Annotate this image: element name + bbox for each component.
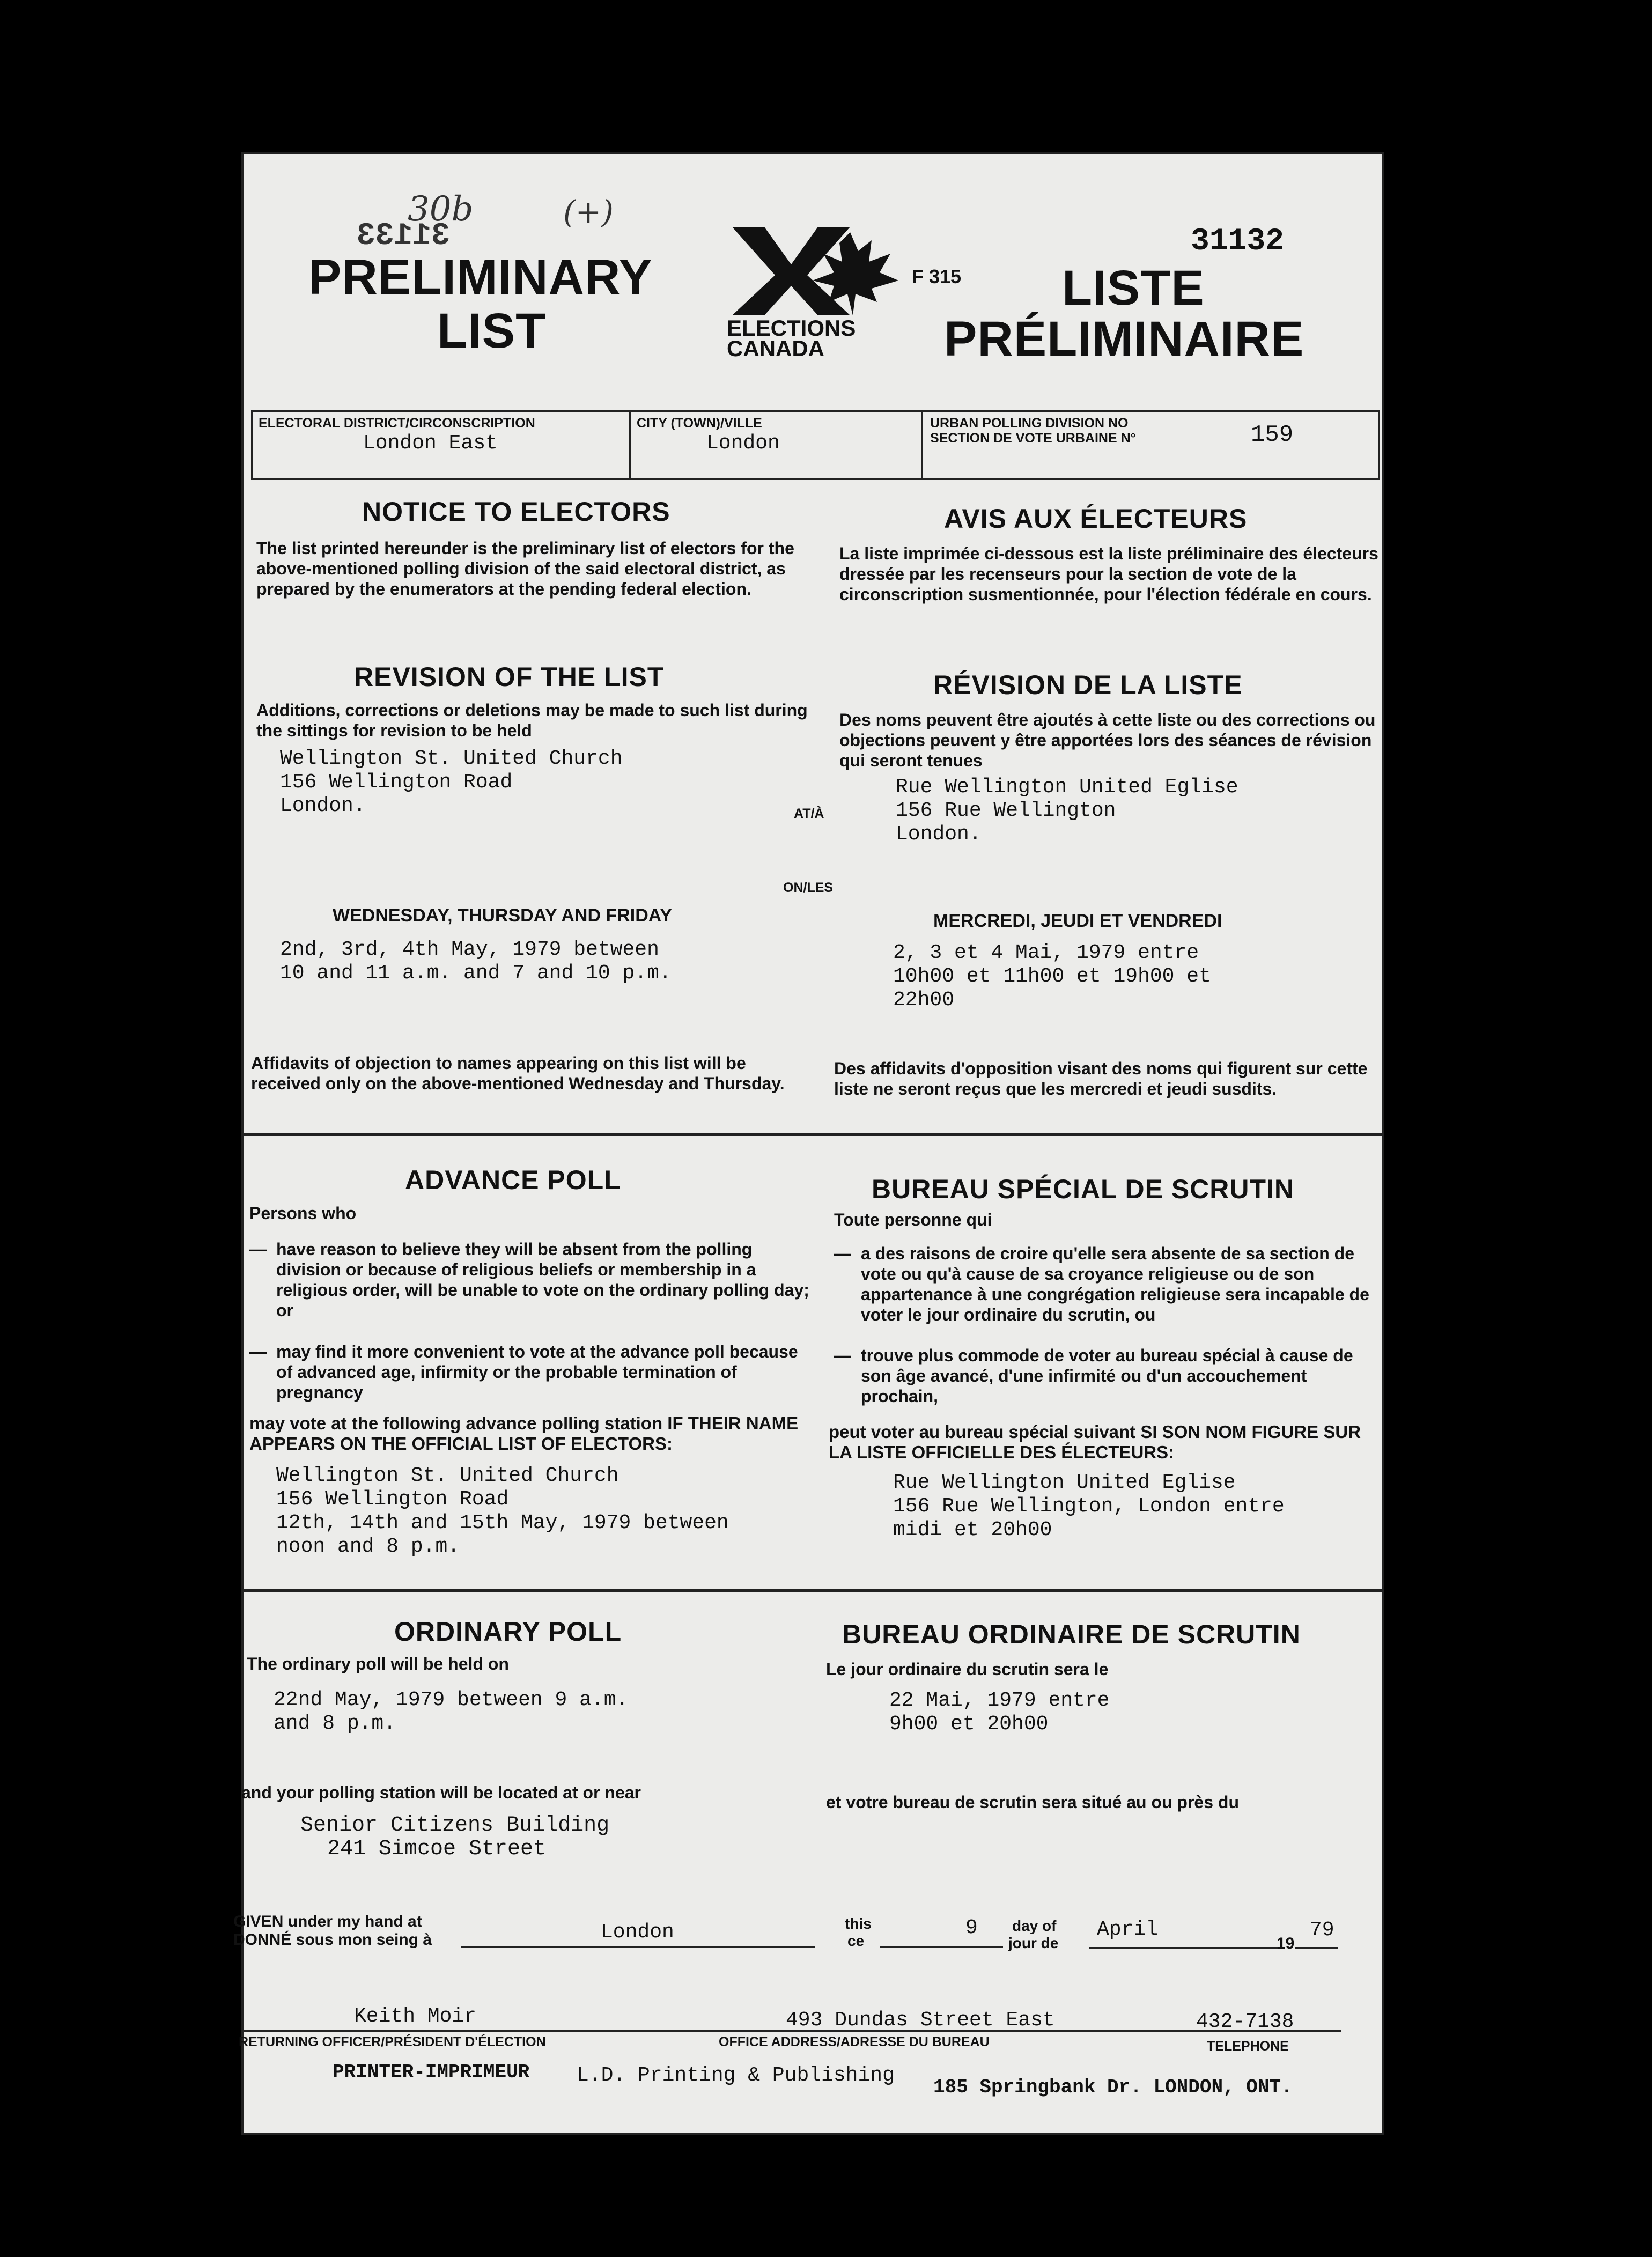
advance-place-fr-2: 156 Rue Wellington, London entre [893, 1495, 1285, 1518]
advance-title-fr: BUREAU SPÉCIAL DE SCRUTIN [872, 1174, 1295, 1204]
advance-title-en: ADVANCE POLL [405, 1165, 621, 1195]
officer-name: Keith Moir [354, 2005, 477, 2028]
title-fr-line1: LISTE [1062, 261, 1205, 315]
revision-dates-fr-1: 2, 3 et 4 Mai, 1979 entre [893, 941, 1199, 964]
ordinary-date-fr-2: 9h00 et 20h00 [889, 1713, 1049, 1736]
given-place: London [601, 1921, 674, 1944]
year-prefix: 19 [1277, 1935, 1295, 1952]
notice-body-en: The list printed hereunder is the preliminary list of electors for the above-mentioned polling division of the said electoral district, as prepared by the enumerators at the pending federal election. [256, 539, 794, 599]
notice-title-en: NOTICE TO ELECTORS [362, 497, 670, 527]
given-day: 9 [965, 1916, 978, 1939]
revision-dates-fr-3: 22h00 [893, 989, 955, 1012]
revision-days-fr: MERCREDI, JEUDI ET VENDREDI [933, 911, 1222, 931]
maple-leaf-x-icon [727, 222, 909, 318]
revision-dates-en-2: 10 and 11 a.m. and 7 and 10 p.m. [280, 962, 672, 985]
title-en-line2: LIST [437, 304, 547, 358]
advance-place-en-1: Wellington St. United Church [276, 1464, 619, 1487]
revision-place-fr-1: Rue Wellington United Eglise [896, 776, 1238, 799]
advance-may-vote-en: may vote at the following advance polling station IF THEIR NAME APPEARS ON THE OFFICIAL LIST OF ELECTORS: [249, 1413, 799, 1454]
advance-persons-fr: Toute personne qui [834, 1210, 992, 1229]
advance-item-fr-2: trouve plus commode de voter au bureau spécial à cause de son âge avancé, d'une infirmité ou d'un accouchement prochain, [861, 1346, 1353, 1406]
office-address: 493 Dundas Street East [786, 2009, 1055, 2032]
ordinary-location-fr: et votre bureau de scrutin sera situé au ou près du [826, 1793, 1239, 1812]
printer-name: L.D. Printing & Publishing [577, 2064, 895, 2087]
polling-division-label-fr: SECTION DE VOTE URBAINE N° [930, 431, 1136, 446]
given-year: 79 [1310, 1919, 1334, 1942]
revision-title-en: REVISION OF THE LIST [354, 662, 665, 692]
district-box [251, 410, 1380, 480]
ordinary-date-fr-1: 22 Mai, 1979 entre [889, 1689, 1110, 1712]
advance-place-fr-3: midi et 20h00 [893, 1518, 1052, 1541]
title-fr-line2: PRÉLIMINAIRE [944, 312, 1304, 366]
printer-address: 185 Springbank Dr. LONDON, ONT. [933, 2076, 1293, 2098]
given-month: April [1097, 1918, 1159, 1941]
office-address-label: OFFICE ADDRESS/ADRESSE DU BUREAU [719, 2034, 990, 2049]
electoral-district-value: London East [363, 432, 498, 455]
on-label: ON/LES [783, 880, 834, 895]
logo-text-line1: ELECTIONS [727, 315, 856, 341]
revision-place-fr-2: 156 Rue Wellington [896, 799, 1116, 822]
advance-place-en-4: noon and 8 p.m. [276, 1535, 460, 1558]
officer-name-label: RETURNING OFFICER/PRÉSIDENT D'ÉLECTION [239, 2034, 546, 2049]
stamp-number-right: 31132 [1191, 224, 1285, 259]
circled-note: (+) [563, 194, 614, 230]
ordinary-location-en: and your polling station will be located at or near [241, 1783, 641, 1802]
advance-place-fr-1: Rue Wellington United Eglise [893, 1471, 1236, 1494]
ordinary-held-fr: Le jour ordinaire du scrutin sera le [826, 1659, 1109, 1679]
form-code: F 315 [912, 265, 962, 287]
electoral-district-label: ELECTORAL DISTRICT/CIRCONSCRIPTION [259, 416, 535, 431]
advance-item-en-2: may find it more convenient to vote at the advance poll because of advanced age, infirmity or the probable termination of pregnancy [276, 1342, 798, 1402]
title-en-line1: PRELIMINARY [308, 250, 653, 305]
ordinary-date-en-1: 22nd May, 1979 between 9 a.m. [274, 1688, 629, 1712]
printer-label: PRINTER-IMPRIMEUR [333, 2061, 530, 2083]
stamp-number-left: 31133 [357, 219, 451, 254]
affidavit-en: Affidavits of objection to names appearing on this list will be received only on the above-mentioned Wednesday and Thursday. [251, 1053, 785, 1093]
form-sheet: 30b (+) 31133 31132 PRELIMINARY LIST LISTE PRÉLIMINAIRE ELECTIONS CANADA F 315 ELECTORAL DISTRICT/CIRCONSCRIPTION London East CITY (TOWN)/VILLE London URBAN POLLING DIVISION NO SECTION DE VOTE URBAINE N° 159 NOTICE TO ELECTORS The list printed hereunder is the preliminary list of electors for the above-mentioned polling division of the said electoral district, as prepared by the enumerators at the pending federal election. AVIS AUX ÉLECTEURS La liste imprimée ci-dessous est la liste préliminaire des électeurs dressée par les recenseurs pour la section de vote de la circonscription susmentionnée, pour l'élection fédérale en cours. REVISION OF THE LIST Additions, corrections or deletions may be made to such list during the sittings for revision to be held Wellington St. United Church 156 Wellington Road London. AT/À ON/LES WEDNESDAY, THURSDAY AND FRIDAY 2nd, 3rd, 4th May, 1979 between 10 and 11 a.m. and 7 and 10 p.m. Affidavits of objection to names appearing on this list will be received only on the above-mentioned Wednesday and Thursday. RÉVISION DE LA LISTE Des noms peuvent être ajoutés à cette liste ou des corrections ou objections peuvent y être apportées lors des séances de révision qui seront tenues Rue Wellington United Eglise 156 Rue Wellington London. MERCREDI, JEUDI ET VENDREDI 2, 3 et 4 Mai, 1979 entre 10h00 et 11h00 et 19h00 et 22h00 Des affidavits d'opposition visant des noms qui figurent sur cette liste ne seront reçus que les mercredi et jeudi susdits. ADVANCE POLL Persons who — have reason to believe they will be absent from the polling division or because of religious beliefs or membership in a religious order, will be unable to vote on the ordinary polling day; or — may find it more convenient to vote at the advance poll because of advanced age, infirmity or the probable termination of pregnancy may vote at the following advance polling station IF THEIR NAME APPEARS ON THE OFFICIAL LIST OF ELECTORS: Wellington St. United Church 156 Wellington Road 12th, 14th and 15th May, 1979 between noon and 8 p.m. BUREAU SPÉCIAL DE SCRUTIN Toute personne qui — a des raisons de croire qu'elle sera absente de sa section de vote ou qu'à cause de sa croyance religieuse ou de son appartenance à une congrégation religieuse sera incapable de voter le jour ordinaire du scrutin, ou — trouve plus commode de voter au bureau spécial à cause de son âge avancé, d'une infirmité ou d'un accouchement prochain, peut voter au bureau spécial suivant SI SON NOM FIGURE SUR LA LISTE OFFICIELLE DES ÉLECTEURS: Rue Wellington United Eglise 156 Rue Wellington, London entre midi et 20h00 ORDINARY POLL The ordinary poll will be held on 22nd May, 1979 between 9 a.m. and 8 p.m. and your polling station will be located at or near Senior Citizens Building 241 Simcoe Street BUREAU ORDINAIRE DE SCRUTIN Le jour ordinaire du scrutin sera le 22 Mai, 1979 entre 9h00 et 20h00 et votre bureau de scrutin sera situé au ou près du GIVEN under my hand at DONNÉ sous mon seing à London this ce 9 day of jour de April 19 79 Keith Moir RETURNING OFFICER/PRÉSIDENT D'ÉLECTION 493 Dundas Street East OFFICE ADDRESS/ADRESSE DU BUREAU 432-7138 TELEPHONE PRINTER-IMPRIMEUR L.D. Printing & Publishing 185 Springbank Dr. LONDON, ONT. [241, 152, 1384, 2135]
advance-item-fr-1: a des raisons de croire qu'elle sera absente de sa section de vote ou qu'à cause de sa croyance religieuse ou de son appartenance à une congrégation religieuse sera incapable de voter le jour ordinaire du scrutin, ou [861, 1244, 1369, 1324]
polling-station-line1: Senior Citizens Building [300, 1813, 610, 1838]
advance-persons-en: Persons who [249, 1204, 357, 1223]
logo-text-line2: CANADA [727, 336, 824, 361]
revision-dates-en-1: 2nd, 3rd, 4th May, 1979 between [280, 938, 659, 961]
polling-division-value: 159 [1251, 422, 1294, 448]
advance-item-en-1: have reason to believe they will be absent from the polling division or because of religious beliefs or membership in a religious order, will be unable to vote on the ordinary polling day; or [276, 1240, 809, 1320]
ordinary-title-fr: BUREAU ORDINAIRE DE SCRUTIN [842, 1619, 1301, 1649]
divider-1 [241, 1133, 1384, 1136]
officer-phone: 432-7138 [1196, 2010, 1294, 2033]
revision-place-en-2: 156 Wellington Road [280, 771, 513, 794]
city-value: London [706, 432, 780, 455]
affidavit-fr: Des affidavits d'opposition visant des noms qui figurent sur cette liste ne seront reçus que les mercredi et jeudi susdits. [834, 1059, 1368, 1098]
elections-canada-logo [727, 222, 909, 361]
polling-division-label-en: URBAN POLLING DIVISION NO [930, 416, 1129, 431]
given-label-fr: DONNÉ sous mon seing à [233, 1931, 432, 1949]
divider-2 [241, 1589, 1384, 1592]
this-label: this [845, 1915, 872, 1932]
advance-place-en-2: 156 Wellington Road [276, 1488, 509, 1511]
ordinary-title-en: ORDINARY POLL [394, 1617, 622, 1647]
notice-title-fr: AVIS AUX ÉLECTEURS [944, 504, 1248, 534]
revision-body-fr: Des noms peuvent être ajoutés à cette liste ou des corrections ou objections peuvent y être apportées lors des séances de révision qui seront tenues [839, 710, 1376, 770]
polling-station-line2: 241 Simcoe Street [327, 1837, 547, 1861]
handwritten-note: 30b [408, 189, 474, 229]
revision-place-en-1: Wellington St. United Church [280, 747, 623, 770]
at-label: AT/À [794, 806, 824, 821]
revision-place-en-3: London. [280, 794, 366, 817]
given-label-en: GIVEN under my hand at [233, 1913, 422, 1930]
revision-body-en: Additions, corrections or deletions may be made to such list during the sittings for revision to be held [256, 700, 808, 740]
notice-body-fr: La liste imprimée ci-dessous est la liste préliminaire des électeurs dressée par les recenseurs pour la section de vote de la circonscription susmentionnée, pour l'élection fédérale en cours. [839, 544, 1378, 604]
day-of-label: day of [1012, 1917, 1057, 1934]
jour-de-label: jour de [1008, 1935, 1059, 1951]
phone-label: TELEPHONE [1207, 2039, 1289, 2054]
revision-days-en: WEDNESDAY, THURSDAY AND FRIDAY [333, 905, 672, 926]
advance-may-vote-fr: peut voter au bureau spécial suivant SI SON NOM FIGURE SUR LA LISTE OFFICIELLE DES ÉLECTEURS: [829, 1422, 1361, 1462]
ce-label: ce [847, 1933, 865, 1949]
ordinary-date-en-2: and 8 p.m. [274, 1712, 396, 1735]
revision-title-fr: RÉVISION DE LA LISTE [933, 670, 1243, 700]
advance-place-en-3: 12th, 14th and 15th May, 1979 between [276, 1511, 729, 1535]
revision-dates-fr-2: 10h00 et 11h00 et 19h00 et [893, 965, 1211, 988]
city-label: CITY (TOWN)/VILLE [637, 416, 762, 431]
revision-place-fr-3: London. [896, 823, 982, 846]
ordinary-held-en: The ordinary poll will be held on [247, 1654, 509, 1673]
